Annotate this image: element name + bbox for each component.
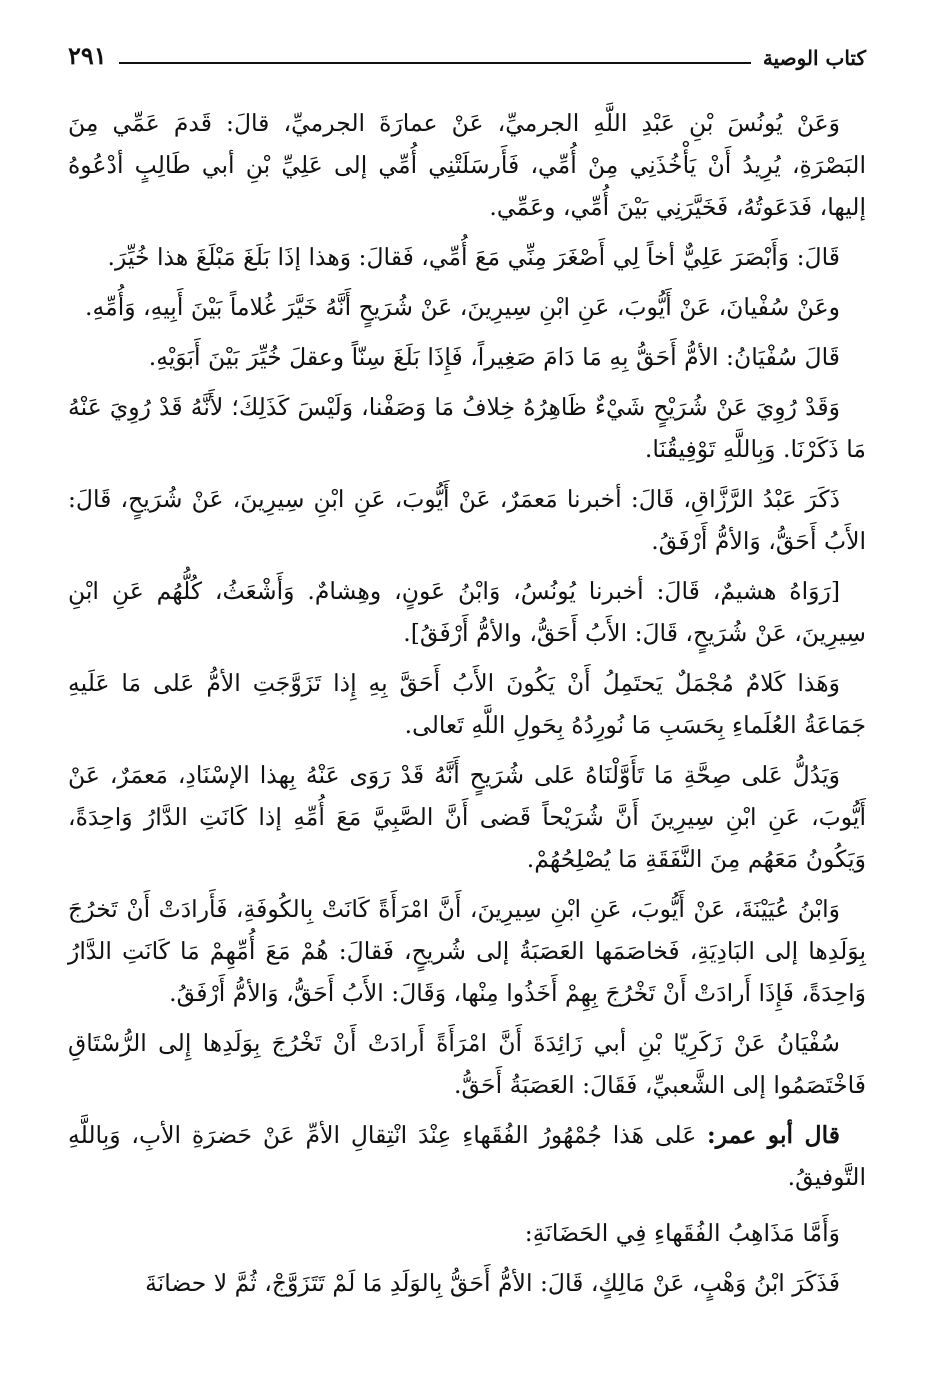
running-title: كتاب الوصية <box>762 46 866 70</box>
paragraph: وَيَدُلُّ عَلى صِحَّةِ مَا تَأَوَّلْنَاهُ عَلى شُرَيحٍ أَنَّهُ قَدْ رَوَى عَنْهُ بِهذا الإسْنَادِ، مَعمَرٌ، عَنْ أَيُّوبَ، عَنِ ابْنِ سِيرِينَ أَنَّ شُرَيْحاً قَضى أَنَّ الصَّبِيَّ مَعَ أُمِّهِ إذا كَانَتِ الدَّارُ وَاحِدَةً، وَيَكُونُ مَعَهُم مِنَ النَّفَقَةِ مَا يُصْلِحُهُمْ. <box>68 761 866 873</box>
paragraph: وَعَنْ يُونُسَ بْنِ عَبْدِ اللَّهِ الجرميِّ، عَنْ عمارَةَ الجرميِّ، قالَ: قَدمَ عَمِّي مِنَ البَصْرَةِ، يُرِيدُ أَنْ يَأْخُذَنِي مِنْ أُمِّي، فَأَرسَلَتْنِي أُمِّي إلى عَلِيِّ بْنِ أبي طَالِبٍ أدْعُوهُ إليها، فَدَعَوتُهُ، فَخَيَّرَنِي بَيْنَ أُمِّي، وعَمِّي. <box>68 109 866 221</box>
abu-umar-lead: قال أبو عمر: <box>707 1121 840 1149</box>
paragraph: سُفْيَانُ عَنْ زَكَرِيّا بْنِ أبي زَائِدَةَ أَنَّ امْرَأَةً أَرادَتْ أَنْ تَخْرُجَ بِوَلَدِها إِلى الرُّسْتَاقِ فَاخْتَصَمُوا إلى الشَّعبيِّ، فَقَالَ: العَصَبَةُ أَحَقُّ. <box>68 1029 866 1099</box>
paragraph: قَالَ: وَأَبْصَرَ عَلِيٌّ أخاً لِي أَصْغَرَ مِنِّي مَعَ أُمِّي، فَقالَ: وَهذا إذَا بَلَغَ مَبْلَغَ هذا خُيِّرَ. <box>107 243 840 271</box>
paragraph: فَذَكَرَ ابْنُ وَهْبٍ، عَنْ مَالِكٍ، قَالَ: الأمُّ أَحَقُّ بِالوَلَدِ مَا لَمْ تَتَزَوَّجْ، ثُمَّ لا حضانَةَ <box>145 1269 840 1297</box>
header-rule <box>119 62 751 64</box>
paragraph: ذَكَرَ عَبْدُ الرَّزَّاقِ، قَالَ: أخبرنا مَعمَرٌ، عَنْ أَيُّوبَ، عَنِ ابْنِ سِيرِينَ، عَنْ شُرَيحٍ، قَالَ: الأَبُ أَحَقُّ، وَالأمُّ أَرْفَقُ. <box>68 485 866 555</box>
paragraph: وَابْنُ عُيَيْنَةَ، عَنْ أَيُّوبَ، عَنِ ابْنِ سِيرِينَ، أَنَّ امْرَأَةً كَانَتْ بِالكُوفَةِ، فَأَرادَتْ أَنْ تَخرُجَ بِوَلَدِها إلى البَادِيَةِ، فَخاصَمَها العَصَبَةُ إلى شُريحٍ، فَقالَ: هُمْ مَعَ أُمِّهِمْ مَا كَانَتِ الدَّارُ وَاحِدَةً، فَإِذَا أَرادَتْ أَنْ تَخْرُجَ بِهِمْ أَخَذُوا مِنْها، وَقَالَ: الأَبُ أَحَقُّ، وَالأمُّ أَرْفَقُ. <box>68 895 866 1007</box>
page-header <box>68 28 866 68</box>
page-body <box>68 102 866 1312</box>
page-number: ٢٩١ <box>68 41 107 70</box>
abu-umar-paragraph <box>68 1114 866 1198</box>
paragraph: قَالَ سُفْيَانُ: الأمُّ أَحَقُّ بِهِ مَا دَامَ صَغِيراً، فَإِذَا بَلَغَ سِنّاً وعقلَ خُيِّرَ بَيْنَ أَبَوَيْهِ. <box>148 343 840 371</box>
paragraph: وَقَدْ رُوِيَ عَنْ شُرَيْحٍ شَيْءٌ ظَاهِرُهُ خِلافُ مَا وَصَفْنا، وَلَيْسَ كَذَلِكَ؛ لأَنَّهُ قَدْ رُوِيَ عَنْهُ مَا ذَكَرْنَا. وَبِاللَّهِ تَوْفِيقُنَا. <box>68 393 866 463</box>
section-heading: وَأَمَّا مَذَاهِبُ الفُقَهاءِ فِي الحَضَانَةِ: <box>524 1219 840 1247</box>
paragraph: وَهَذا كَلامٌ مُجْمَلٌ يَحتَمِلُ أَنْ يَكُونَ الأَبُ أَحَقَّ بِهِ إِذا تَزَوَّجَتِ الأمُّ عَلى مَا عَلَيهِ جَمَاعَةُ العُلَماءِ بِحَسَبِ مَا نُورِدُهُ بِحَولِ اللَّهِ تَعالى. <box>68 669 866 739</box>
abu-umar-text: عَلى هَذا جُمْهُورُ الفُقَهاءِ عِنْدَ انْتِقالِ الأمِّ عَنْ حَضرَةِ الأبِ، وَبِاللَّهِ التَّوفيقُ. <box>68 1121 866 1191</box>
paragraph: [رَوَاهُ هشيمٌ، قَالَ: أخبرنا يُونُسُ، وَابْنُ عَونٍ، وهِشامٌ. وَأَشْعَثُ، كُلُّهُم عَنِ ابْنِ سِيرِينَ، عَنْ شُرَيحٍ، قَالَ: الأَبُ أَحَقُّ، والأمُّ أَرْفَقُ]. <box>68 577 866 647</box>
paragraph: وعَنْ سُفْيانَ، عَنْ أَيُّوبَ، عَنِ ابْنِ سِيرِينَ، عَنْ شُرَيحٍ أَنَّهُ خَيَّرَ غُلاماً بَيْنَ أَبِيهِ، وَأُمِّهِ. <box>85 293 840 321</box>
